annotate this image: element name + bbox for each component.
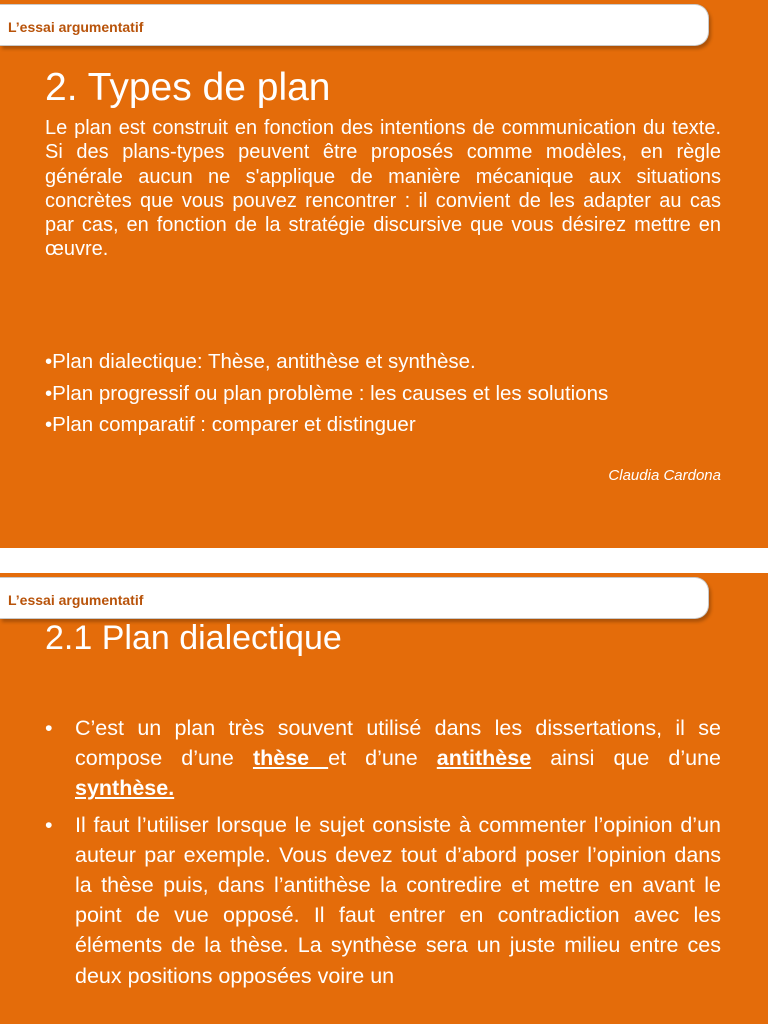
slide-header-label: L’essai argumentatif [8,19,144,35]
list-item: • Il faut l’utiliser lorsque le sujet consiste à commenter l’opinion d’un auteur par exemple. Vous devez tout d’abord poser l’opinion dans la thèse puis, dans l’antithèse la contredire et mettre en avant le point de vue opposé. Il faut entrer en contradiction avec les éléments de la thèse. La synthèse sera un juste milieu entre ces deux positions opposées voire un [45,810,721,991]
slide-plan-dialectique [0,573,768,1024]
slide-header-label: L’essai argumentatif [8,592,144,608]
slide-header-bar [0,577,709,619]
slide-title: 2. Types de plan [45,66,331,109]
keyword-these: thèse [252,746,329,771]
slide-separator [0,548,768,573]
keyword-synthese: synthèse. [75,776,175,801]
author-credit: Claudia Cardona [608,467,721,484]
bullet-marker: • [45,812,53,837]
intro-paragraph: Le plan est construit en fonction des intentions de communication du texte. Si des plans-types peuvent être proposés comme modèles, en règle générale aucun ne s'applique de manière mécanique aux situations concrètes que vous pouvez rencontrer : il convient de les adapter au cas par cas, en fonction de la stratégie discursive que vous désirez mettre en œuvre. [45,117,721,261]
slide-header-bar [0,4,709,46]
dialectique-bullets [45,713,721,997]
list-item: •Plan dialectique: Thèse, antithèse et synthèse. [45,350,476,373]
plan-types-list [45,346,608,441]
list-item: •Plan progressif ou plan problème : les causes et les solutions [45,381,609,405]
list-item: • C’est un plan très souvent utilisé dans les dissertations, il se compose d’une thèse et d’une antithèse ainsi que d’une synthèse. [45,713,721,804]
list-item: •Plan comparatif : comparer et distinguer [45,413,416,436]
bullet-marker: • [45,716,53,740]
keyword-antithese: antithèse [436,746,532,771]
slide-title: 2.1 Plan dialectique [45,619,342,657]
